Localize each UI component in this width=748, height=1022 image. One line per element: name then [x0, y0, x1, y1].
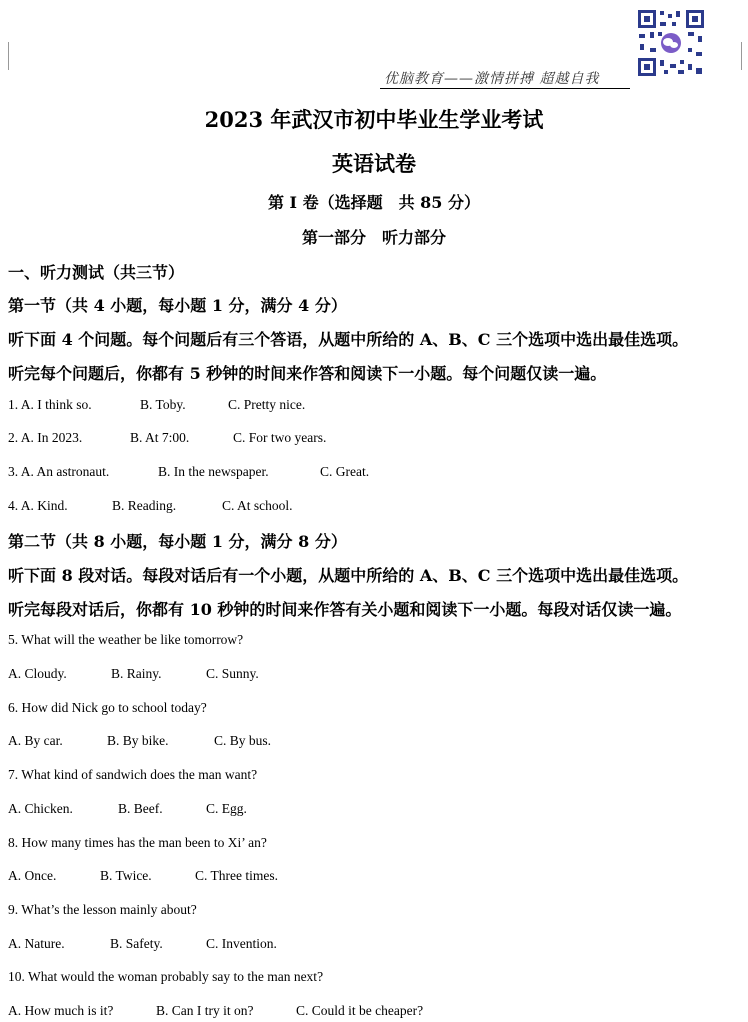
q10-option-c: C. Could it be cheaper?	[296, 1003, 424, 1018]
question-3	[8, 464, 369, 480]
q2-option-c: C. For two years.	[233, 430, 327, 445]
question-10-stem: 10. What would the woman probably say to the man next?	[8, 969, 324, 984]
q1-option-b: B. Toby.	[140, 397, 186, 412]
question-8-stem: 8. How many times has the man been to Xi’ an?	[8, 835, 267, 850]
section1-instruction-2: 听完每个问题后，你都有 5 秒钟的时间来作答和阅读下一小题。每个问题仅读一遍。	[8, 364, 607, 383]
question-1	[8, 397, 305, 413]
header-rule	[380, 88, 630, 89]
q7-option-a: A. Chicken.	[8, 801, 73, 816]
question-5-stem: 5. What will the weather be like tomorrow?	[8, 632, 244, 647]
crop-mark-left	[8, 42, 9, 70]
exam-subject: 英语试卷	[332, 151, 416, 176]
section1-instruction-1: 听下面 4 个问题。每个问题后有三个答语，从题中所给的 A、B、C 三个选项中选出最佳选项。	[8, 330, 689, 349]
part-heading: 第一部分 听力部分	[301, 228, 446, 247]
volume-heading: 第 I 卷（选择题 共 85 分）	[267, 193, 481, 212]
section2-instruction-1: 听下面 8 段对话。每段对话后有一个小题，从题中所给的 A、B、C 三个选项中选出最佳选项。	[8, 566, 689, 585]
q6-option-c: C. By bus.	[214, 733, 272, 748]
section2-instruction-2: 听完每段对话后，你都有 10 秒钟的时间来作答有关小题和阅读下一小题。每段对话仅读一遍。	[8, 600, 682, 619]
question-7-stem: 7. What kind of sandwich does the man want?	[8, 767, 258, 782]
question-9-options	[8, 936, 277, 952]
crop-mark-right	[741, 42, 742, 70]
q4-option-a: 4. A. Kind.	[8, 498, 68, 513]
question-2	[8, 430, 326, 446]
q3-option-a: 3. A. An astronaut.	[8, 464, 110, 479]
q8-option-c: C. Three times.	[195, 868, 278, 883]
q4-option-b: B. Reading.	[112, 498, 177, 513]
q7-option-b: B. Beef.	[118, 801, 163, 816]
q8-option-a: A. Once.	[8, 868, 57, 883]
section-heading: 一、听力测试（共三节）	[8, 263, 185, 282]
q2-option-b: B. At 7:00.	[130, 430, 190, 445]
question-8-options	[8, 868, 278, 884]
q10-option-a: A. How much is it?	[8, 1003, 114, 1018]
q3-option-b: B. In the newspaper.	[158, 464, 269, 479]
header-slogan: 优脑教育——激情拼搏 超越自我	[384, 71, 600, 87]
q9-option-c: C. Invention.	[206, 936, 277, 951]
exam-title: 2023 年武汉市初中毕业生学业考试	[204, 107, 544, 132]
question-6-options	[8, 733, 271, 749]
section2-title: 第二节（共 8 小题，每小题 1 分，满分 8 分）	[8, 532, 347, 551]
q1-option-c: C. Pretty nice.	[228, 397, 306, 412]
q1-option-a: 1. A. I think so.	[8, 397, 92, 412]
question-10-options	[8, 1003, 423, 1019]
q3-option-c: C. Great.	[320, 464, 370, 479]
question-4	[8, 498, 293, 514]
q5-option-b: B. Rainy.	[111, 666, 162, 681]
q6-option-a: A. By car.	[8, 733, 63, 748]
q10-option-b: B. Can I try it on?	[156, 1003, 254, 1018]
q9-option-b: B. Safety.	[110, 936, 163, 951]
q6-option-b: B. By bike.	[107, 733, 169, 748]
question-9-stem: 9. What’s the lesson mainly about?	[8, 902, 197, 917]
question-5-options	[8, 666, 259, 682]
q7-option-c: C. Egg.	[206, 801, 247, 816]
q9-option-a: A. Nature.	[8, 936, 65, 951]
q4-option-c: C. At school.	[222, 498, 293, 513]
question-6-stem: 6. How did Nick go to school today?	[8, 700, 207, 715]
question-7-options	[8, 801, 247, 817]
q5-option-c: C. Sunny.	[206, 666, 259, 681]
section1-title: 第一节（共 4 小题，每小题 1 分，满分 4 分）	[8, 296, 347, 315]
q8-option-b: B. Twice.	[100, 868, 152, 883]
q2-option-a: 2. A. In 2023.	[8, 430, 83, 445]
q5-option-a: A. Cloudy.	[8, 666, 67, 681]
qr-code-icon	[636, 8, 706, 78]
